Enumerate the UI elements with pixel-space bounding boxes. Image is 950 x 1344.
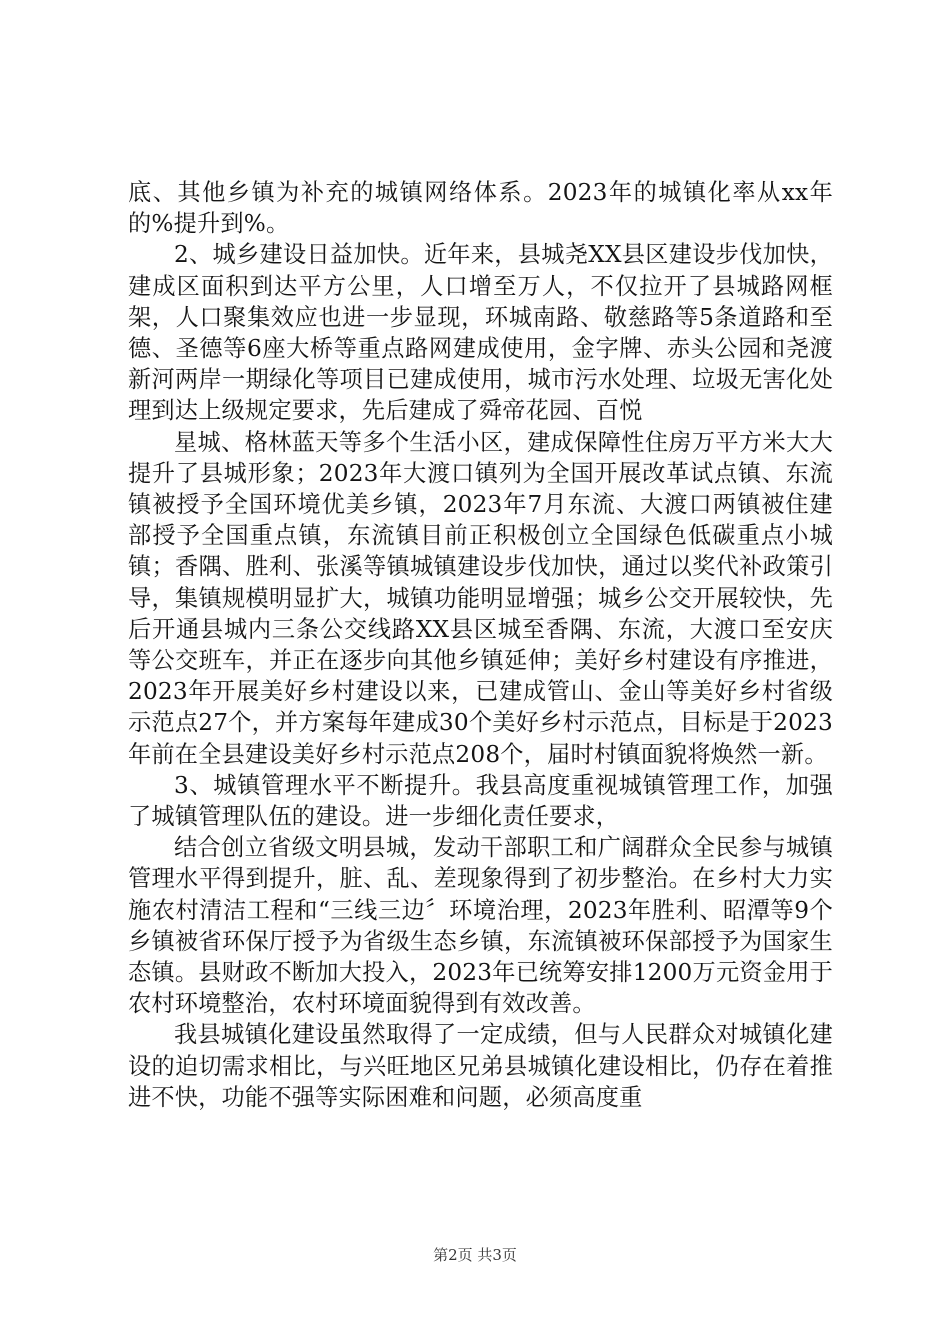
page-number-footer: 第2页 共3页	[433, 1246, 517, 1264]
paragraph-4: 3、城镇管理水平不断提升。我县高度重视城镇管理工作，加强了城镇管理队伍的建设。进一步细化责任要求，	[128, 771, 833, 831]
paragraph-2: 2、城乡建设日益加快。近年来，县城尧XX县区建设步伐加快，建成区面积到达平方公里，人口增至万人，不仅拉开了县城路网框架，人口聚集效应也进一步显现，环城南路、敬慈路等5条道路和至德、圣德等6座大桥等重点路网建成使用，金字牌、赤头公园和尧渡新河两岸一期绿化等项目已建成使用，城市污水处理、垃圾无害化处理到达上级规定要求，先后建成了舜帝花园、百悦	[128, 241, 833, 425]
paragraph-6: 我县城镇化建设虽然取得了一定成绩，但与人民群众对城镇化建设的迫切需求相比，与兴旺地区兄弟县城镇化建设相比，仍存在着推进不快，功能不强等实际困难和问题，必须高度重	[128, 1021, 833, 1111]
body-text	[128, 177, 833, 1113]
paragraph-5: 结合创立省级文明县城，发动干部职工和广阔群众全民参与城镇管理水平得到提升，脏、乱、差现象得到了初步整治。在乡村大力实施农村清洁工程和“三线三边〞环境治理，2023年胜利、昭潭等9个乡镇被省环保厅授予为省级生态乡镇，东流镇被环保部授予为国家生态镇。县财政不断加大投入，2023年已统筹安排1200万元资金用于农村环境整治，农村环境面貌得到有效改善。	[128, 834, 833, 1018]
paragraph-3: 星城、格林蓝天等多个生活小区，建成保障性住房万平方米大大提升了县城形象；2023年大渡口镇列为全国开展改革试点镇、东流镇被授予全国环境优美乡镇，2023年7月东流、大渡口两镇被住建部授予全国重点镇，东流镇目前正积极创立全国绿色低碳重点小城镇；香隅、胜利、张溪等镇城镇建设步伐加快，通过以奖代补政策引导，集镇规模明显扩大，城镇功能明显增强；城乡公交开展较快，先后开通县城内三条公交线路XX县区城至香隅、东流，大渡口至安庆等公交班车，并正在逐步向其他乡镇延伸；美好乡村建设有序推进，2023年开展美好乡村建设以来，已建成管山、金山等美好乡村省级示范点27个，并方案每年建成30个美好乡村示范点，目标是于2023年前在全县建设美好乡村示范点208个，届时村镇面貌将焕然一新。	[128, 428, 833, 768]
paragraph-1: 底、其他乡镇为补充的城镇网络体系。2023年的城镇化率从xx年的%提升到%。	[128, 179, 833, 238]
